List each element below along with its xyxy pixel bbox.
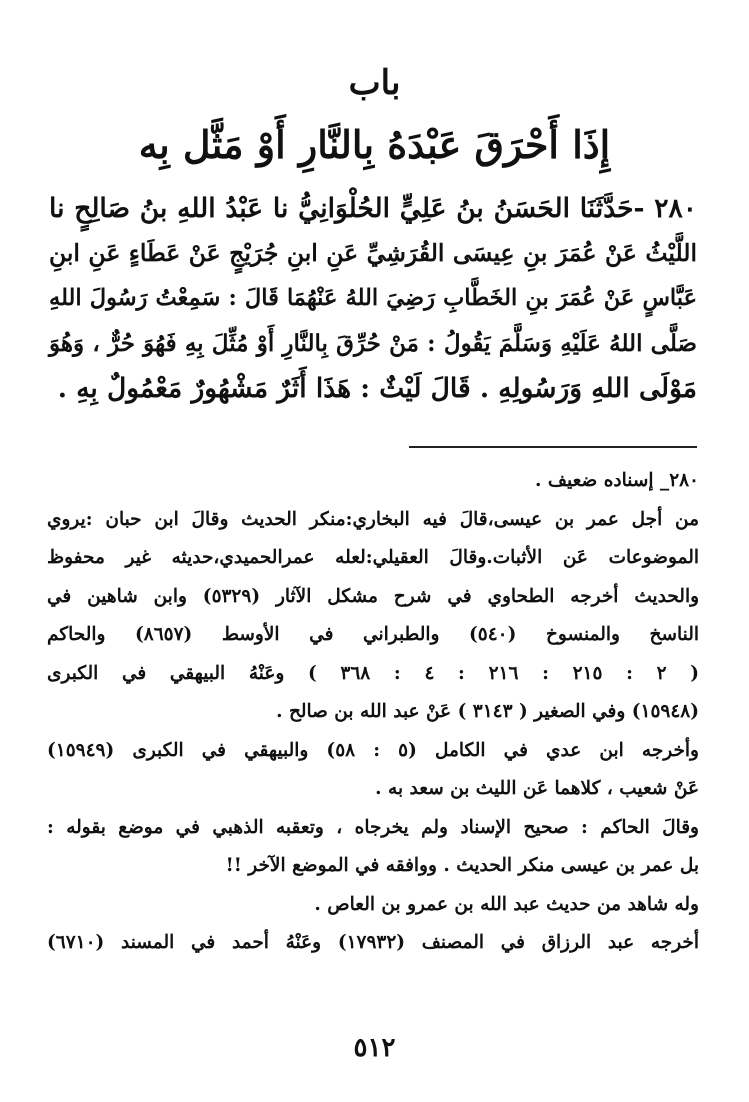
footnote-line: (١٥٩٤٨) وفي الصغير ( ٣١٤٣ ) عَنْ عبد الله بن صالح . bbox=[276, 701, 699, 722]
footnote-line: والحديث أخرجه الطحاوي في شرح مشكل الآثار (٥٣٢٩) وابن شاهين في bbox=[47, 585, 700, 607]
footnote-line: وقالَ الحاكم : صحيح الإسناد ولم يخرجاه ، وتعقبه الذهبي في موضع بقوله : bbox=[47, 816, 699, 838]
hadith-line: صَلَّى اللهُ عَلَيْهِ وَسَلَّمَ يَقُولُ : مَنْ حُرِّقَ بِالنَّارِ أَوْ مُثِّلَ بِهِ فَهُوَ حُرٌّ ، وَهُوَ bbox=[49, 330, 697, 357]
hadith-text bbox=[49, 186, 697, 411]
footnote-divider bbox=[409, 446, 697, 448]
hadith-line: ٢٨٠ -حَدَّثَنَا الحَسَنُ بنُ عَلِيٍّ الحُلْوَانِيُّ نا عَبْدُ اللهِ بنُ صَالِحٍ نا bbox=[49, 193, 697, 224]
footnote-line: بل عمر بن عيسى منكر الحديث . ووافقه في الموضع الآخر !! bbox=[225, 855, 699, 876]
footnote-line: أخرجه عبد الرزاق في المصنف (١٧٩٣٢) وعَنْهُ أحمد في المسند (٦٧١٠) bbox=[47, 932, 699, 953]
footnote-line: ٢٨٠_ إسناده ضعيف . bbox=[535, 470, 699, 491]
chapter-title: إِذَا أَحْرَقَ عَبْدَهُ بِالنَّارِ أَوْ مَثَّل بِه bbox=[138, 122, 611, 167]
footnote-line: عَنْ شعيب ، كلاهما عَن الليث بن سعد به . bbox=[375, 778, 699, 799]
footnote-line: من أجل عمر بن عيسى،قالَ فيه البخاري:منكر الحديث وقالَ ابن حبان :يروي bbox=[47, 508, 699, 530]
footnote-line: ( ٢ : ٢١٥ : ٢١٦ : ٤ : ٣٦٨ ) وعَنْهُ البيهقي في الكبرى bbox=[47, 662, 699, 684]
footnote-line: الناسخ والمنسوخ (٥٤٠) والطبراني في الأوسط (٨٦٥٧) والحاكم bbox=[47, 624, 699, 645]
hadith-line: مَوْلَى اللهِ وَرَسُولِهِ . قَالَ لَيْثٌ : هَذَا أَثَرٌ مَشْهُورٌ مَعْمُولٌ بِهِ . bbox=[57, 373, 697, 404]
hadith-line: عَبَّاسٍ عَنْ عُمَرَ بنِ الخَطَّابِ رَضِيَ اللهُ عَنْهُمَا قَالَ : سَمِعْتُ رَسُولَ اللهِ bbox=[49, 285, 697, 311]
footnotes bbox=[47, 462, 699, 963]
chapter-label: باب bbox=[348, 63, 401, 103]
page-number: ٥١٢ bbox=[353, 1033, 396, 1063]
footnote-line: وله شاهد من حديث عبد الله بن عمرو بن العاص . bbox=[314, 893, 699, 915]
footnote-line: وأخرجه ابن عدي في الكامل (٥ : ٥٨) والبيهقي في الكبرى (١٥٩٤٩) bbox=[47, 739, 699, 761]
hadith-line: اللَّيْثُ عَنْ عُمَرَ بنِ عِيسَى القُرَشِيِّ عَنِ ابنِ جُرَيْجٍ عَنْ عَطَاءٍ عَنِ ابنِ bbox=[49, 239, 697, 267]
footnote-line: الموضوعات عَن الأثبات.وقالَ العقيلي:لعله عمرالحميدي،حديثه غير محفوظ bbox=[47, 547, 699, 568]
